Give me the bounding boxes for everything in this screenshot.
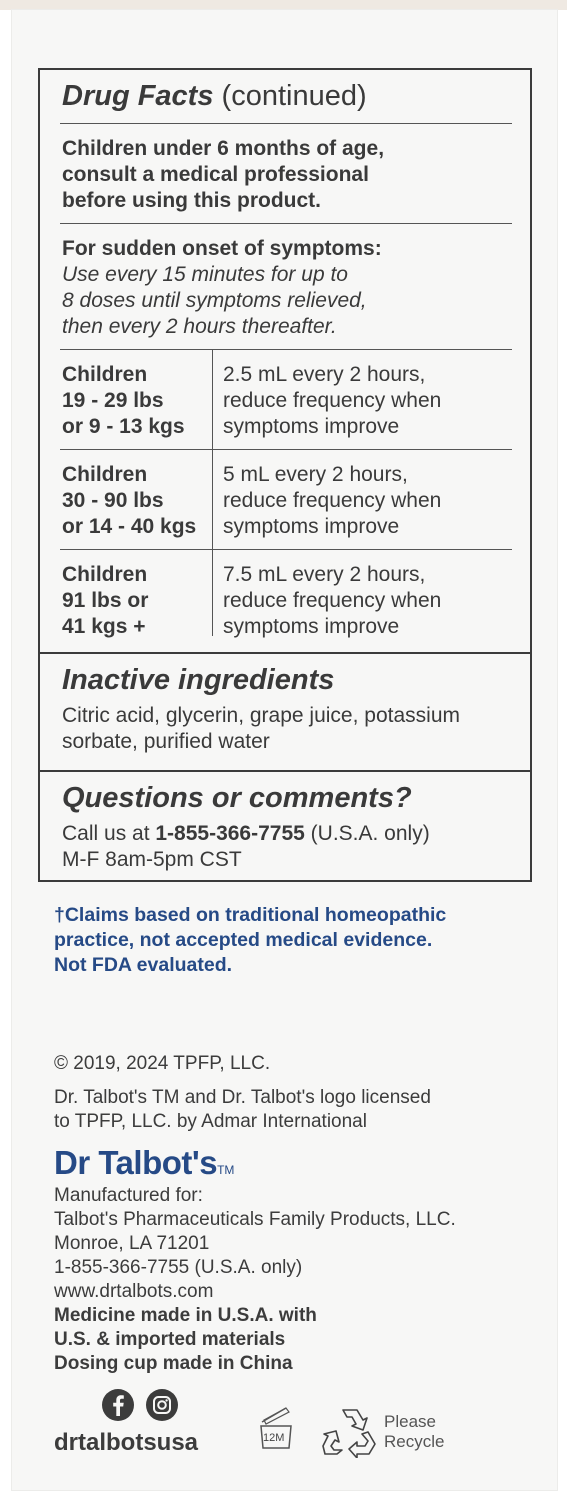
- dosing-dose-line: 7.5 mL every 2 hours,: [223, 563, 426, 586]
- section-divider: [40, 652, 530, 654]
- divider: [60, 449, 512, 450]
- license-line: Dr. Talbot's TM and Dr. Talbot's logo licensed: [54, 1087, 431, 1108]
- questions-heading: Questions or comments?: [62, 782, 412, 814]
- contact-info: [62, 821, 430, 873]
- onset-line: 8 doses until symptoms relieved,: [62, 289, 367, 312]
- contact-hours: M-F 8am-5pm CST: [62, 848, 242, 871]
- drug-facts-box: [38, 68, 532, 882]
- phone-number: 1-855-366-7755: [155, 822, 305, 845]
- license-line: to TPFP, LLC. by Admar International: [54, 1111, 367, 1132]
- dosing-who-line: or 14 - 40 kgs: [62, 515, 197, 538]
- manufacturer-line: Monroe, LA 71201: [54, 1233, 210, 1254]
- dosing-dose-line: reduce frequency when: [223, 389, 442, 412]
- inactive-heading: Inactive ingredients: [62, 664, 335, 696]
- pao-label: 12M: [263, 1432, 285, 1444]
- recycle-icon: [322, 1404, 378, 1458]
- onset-section: [62, 236, 382, 340]
- divider: [60, 123, 512, 124]
- divider: [60, 223, 512, 224]
- under-6-months-warning: [62, 136, 384, 214]
- inactive-ingredients: [62, 703, 460, 755]
- dosing-dose-line: 5 mL every 2 hours,: [223, 463, 408, 486]
- drug-facts-title-sub: (continued): [221, 80, 367, 112]
- manufacturer-line: Talbot's Pharmaceuticals Family Products, LLC.: [54, 1209, 456, 1230]
- dosing-dose-line: 2.5 mL every 2 hours,: [223, 363, 426, 386]
- box-flap: [0, 0, 567, 10]
- social-handle: drtalbotsusa: [54, 1429, 199, 1456]
- dosing-who-1: [62, 362, 185, 440]
- dosing-dose-line: reduce frequency when: [223, 489, 442, 512]
- onset-line: then every 2 hours thereafter.: [62, 315, 337, 338]
- claims-disclaimer: [54, 903, 446, 978]
- divider: [60, 349, 512, 350]
- instagram-icon: [145, 1388, 179, 1422]
- open-jar-icon: [256, 1404, 296, 1452]
- section-divider: [40, 770, 530, 772]
- website: www.drtalbots.com: [54, 1281, 214, 1302]
- call-line: [62, 821, 430, 847]
- dosing-who-line: Children: [62, 363, 148, 386]
- warning-line: Children under 6 months of age,: [62, 137, 385, 160]
- logo-text: Dr Talbot's: [54, 1144, 218, 1181]
- call-suffix: (U.S.A. only): [304, 822, 430, 845]
- drug-facts-title: [62, 80, 367, 113]
- dosing-who-line: or 9 - 13 kgs: [62, 415, 185, 438]
- manufacturer-info: [54, 1184, 456, 1376]
- dosing-who-3: [62, 562, 148, 640]
- dosing-dose-line: reduce frequency when: [223, 589, 442, 612]
- manufacturer-line: Manufactured for:: [54, 1185, 203, 1206]
- onset-heading: For sudden onset of symptoms:: [62, 237, 382, 260]
- dosing-dose-line: symptoms improve: [223, 615, 400, 638]
- claims-line: †Claims based on traditional homeopathic: [54, 904, 447, 926]
- dosing-dose-3: [223, 562, 441, 640]
- dosing-dose-1: [223, 362, 441, 440]
- logo-tm: TM: [217, 1163, 235, 1177]
- dosing-who-line: 19 - 29 lbs: [62, 389, 164, 412]
- manufacturer-line: 1-855-366-7755 (U.S.A. only): [54, 1257, 303, 1278]
- origin-line: Dosing cup made in China: [54, 1353, 293, 1374]
- dosing-who-line: 30 - 90 lbs: [62, 489, 164, 512]
- warning-line: consult a medical professional: [62, 163, 369, 186]
- dosing-who-line: 91 lbs or: [62, 589, 149, 612]
- onset-line: Use every 15 minutes for up to: [62, 263, 348, 286]
- recycle-text: [384, 1412, 444, 1452]
- dosing-dose-line: symptoms improve: [223, 515, 400, 538]
- origin-line: U.S. & imported materials: [54, 1329, 286, 1350]
- recycle-line: Please: [384, 1412, 436, 1431]
- call-prefix: Call us at: [62, 822, 156, 845]
- dosing-column-divider: [212, 349, 213, 636]
- inactive-line: sorbate, purified water: [62, 730, 270, 753]
- dosing-who-line: Children: [62, 563, 148, 586]
- warning-line: before using this product.: [62, 189, 322, 212]
- dosing-who-2: [62, 462, 196, 540]
- claims-line: Not FDA evaluated.: [54, 954, 233, 976]
- license-notice: [54, 1086, 431, 1134]
- divider: [60, 549, 512, 550]
- dosing-who-line: 41 kgs +: [62, 615, 146, 638]
- claims-line: practice, not accepted medical evidence.: [54, 929, 433, 951]
- dosing-dose-line: symptoms improve: [223, 415, 400, 438]
- recycle-line: Recycle: [384, 1432, 445, 1451]
- origin-line: Medicine made in U.S.A. with: [54, 1305, 317, 1326]
- dosing-who-line: Children: [62, 463, 148, 486]
- facebook-icon: [101, 1388, 135, 1422]
- drug-facts-title-main: Drug Facts: [62, 80, 214, 112]
- copyright: © 2019, 2024 TPFP, LLC.: [54, 1053, 271, 1074]
- dr-talbots-logo: [54, 1144, 234, 1182]
- inactive-line: Citric acid, glycerin, grape juice, potassium: [62, 704, 460, 727]
- dosing-dose-2: [223, 462, 441, 540]
